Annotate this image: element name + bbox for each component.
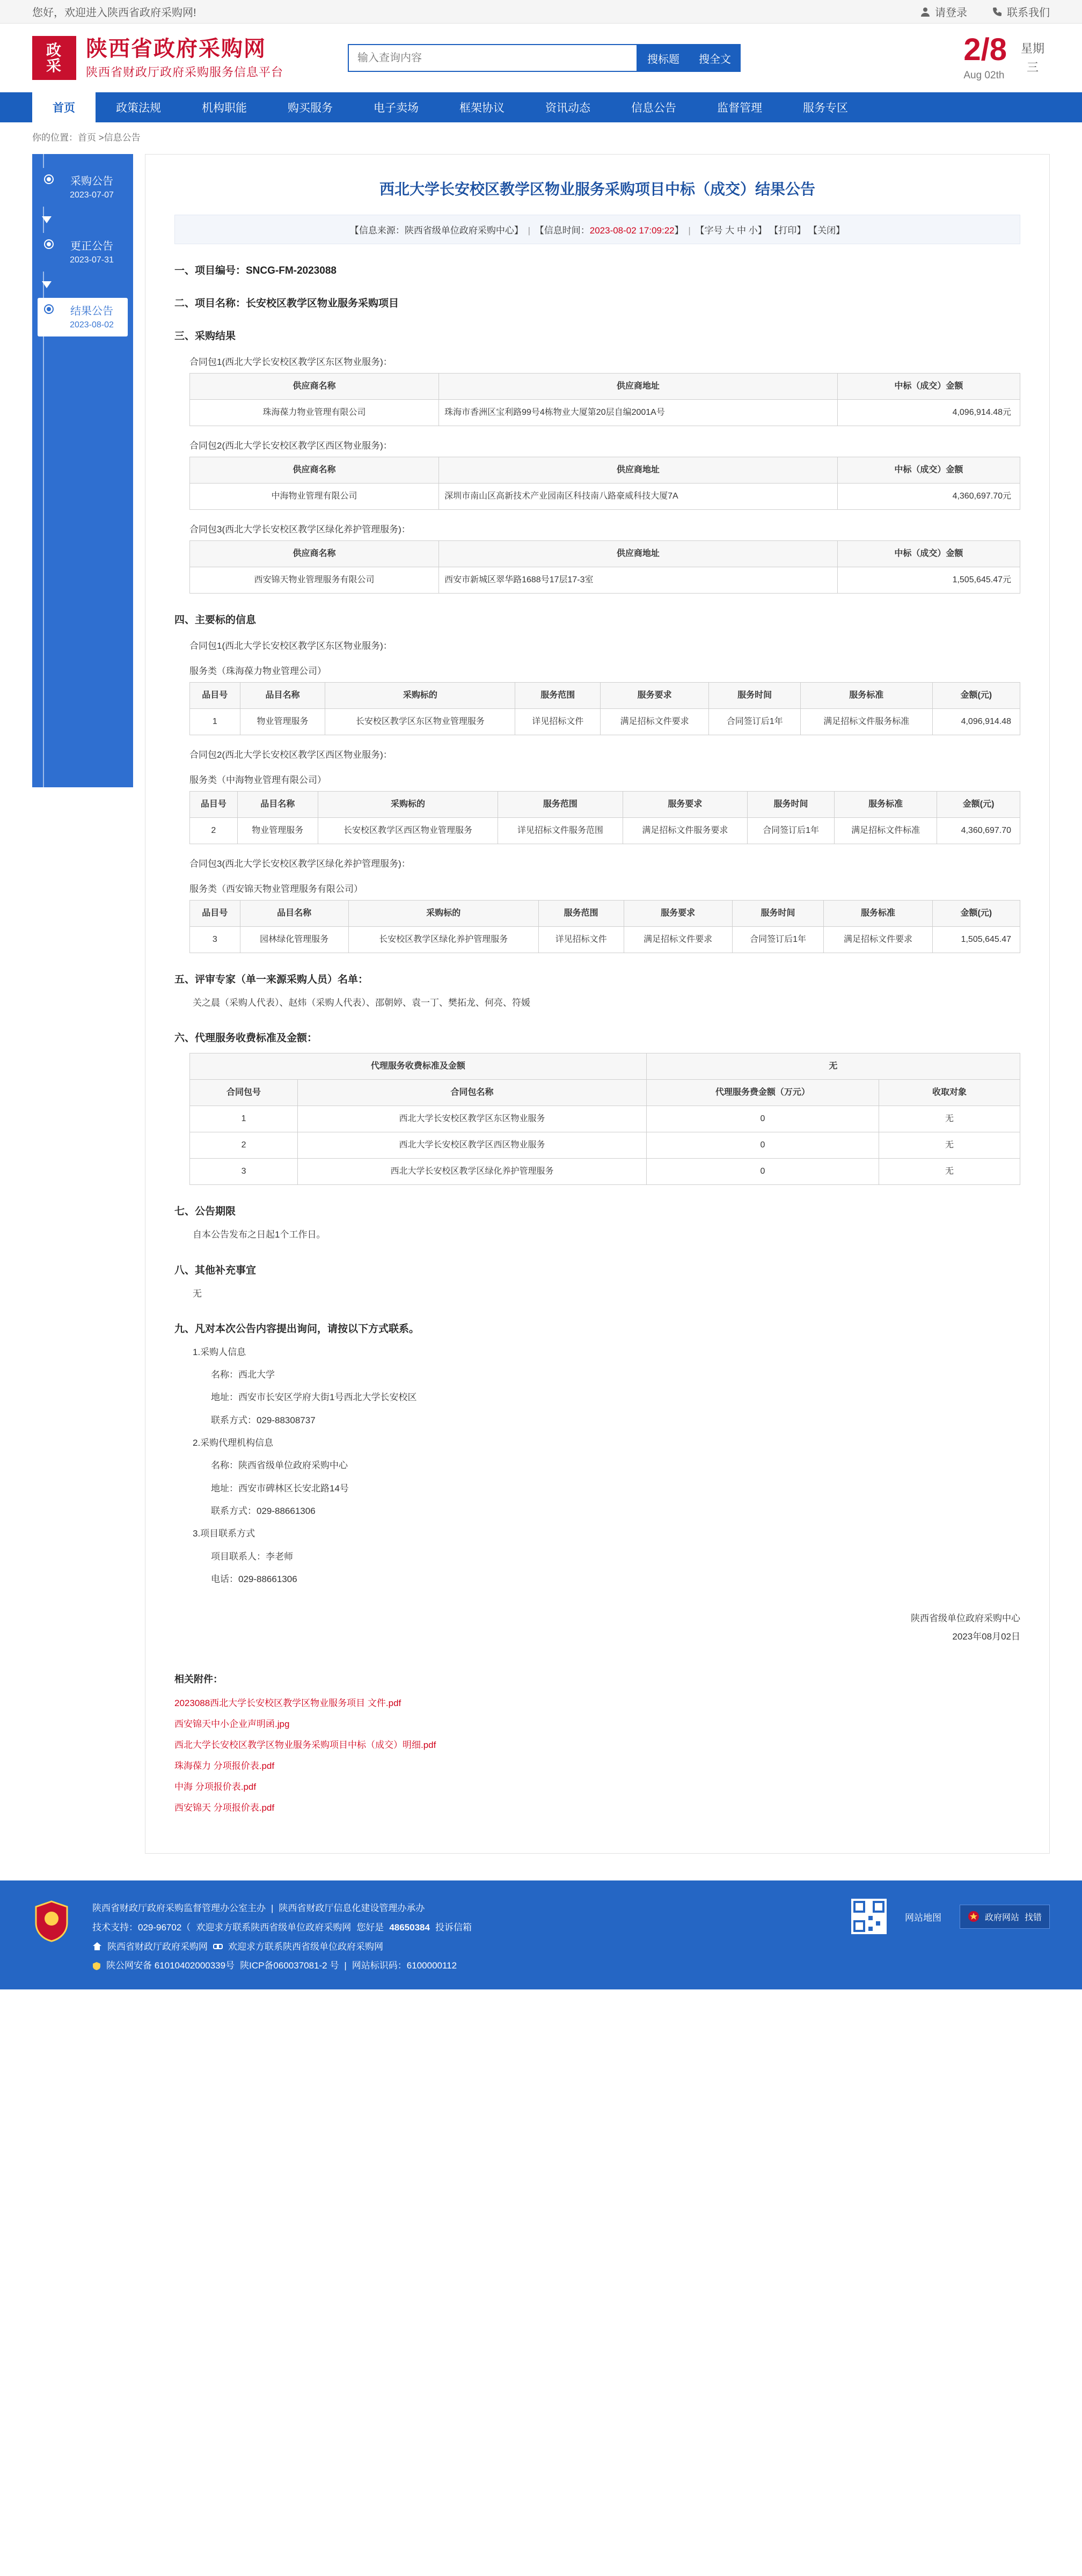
cell-package-name: 西北大学长安校区教学区东区物业服务: [298, 1106, 647, 1132]
other-matters-body: 无: [193, 1288, 202, 1299]
breadcrumb-label: 你的位置：: [32, 133, 78, 143]
site-footer: [0, 1880, 1082, 1989]
cell-supplier-address: 深圳市南山区高新技术产业园南区科技南八路豪威科技大厦7A: [439, 484, 838, 510]
cell-package-name: 西北大学长安校区教学区绿化养护管理服务: [298, 1159, 647, 1185]
date-month: Aug 02th: [963, 70, 1005, 81]
col-package-name: 合同包名称: [298, 1080, 647, 1106]
close-link[interactable]: 【关闭】: [808, 225, 845, 236]
site-header: [0, 24, 1082, 92]
col-supplier-name: 供应商名称: [190, 457, 439, 484]
logo-badge-icon: [32, 36, 76, 80]
nav-item-purchase-service[interactable]: 购买服务: [288, 102, 333, 114]
attachment-link[interactable]: 西安锦天中小企业声明函.jpg: [174, 1719, 290, 1730]
section-announcement-period: 七、公告期限: [174, 1206, 236, 1218]
weekday-label: 星期: [1020, 41, 1044, 55]
footer-friend-link[interactable]: 欢迎求方联系陕西省级单位政府采购网: [228, 1941, 383, 1952]
nav-item-home[interactable]: 首页: [32, 92, 96, 122]
nav-item-service-zone[interactable]: 服务专区: [803, 102, 848, 114]
col-subject: 采购标的: [325, 683, 515, 709]
print-link[interactable]: 【打印】: [769, 225, 806, 236]
col-amount: 金额(元): [932, 683, 1020, 709]
cell-duration: 合同签订后1年: [732, 927, 824, 953]
cell-subject: 长安校区教学区东区物业管理服务: [325, 709, 515, 735]
col-scope: 服务范围: [515, 683, 601, 709]
step-date: 2023-08-02: [70, 320, 114, 330]
sidebar-step-result-notice[interactable]: [38, 298, 128, 336]
footer-icp[interactable]: 陕ICP备060037081-2 号: [240, 1960, 339, 1971]
table-row: [190, 927, 1020, 953]
table-header-row: [190, 374, 1020, 400]
table-row: [190, 1159, 1020, 1185]
step-date: 2023-07-31: [70, 255, 114, 265]
result-package-caption: 合同包2(西北大学长安校区教学区西区物业服务)：: [189, 441, 392, 451]
col-subject: 采购标的: [318, 792, 498, 818]
cell-item-name: 物业管理服务: [240, 709, 325, 735]
footer-support-hint: 您好是: [356, 1922, 384, 1933]
table-row: [190, 1106, 1020, 1132]
col-supplier-address: 供应商地址: [439, 457, 838, 484]
site-map-link[interactable]: 网站地图: [904, 1912, 941, 1923]
result-table-package-3: [189, 540, 1020, 594]
cell-fee-amount: 0: [646, 1132, 879, 1159]
search-title-button[interactable]: 搜标题: [638, 44, 689, 72]
footer-line-1: 陕西省财政厅政府采购监督管理办公室主办 | 陕西省财政厅信息化建设管理办承办: [92, 1899, 472, 1918]
cell-supplier-name: 中海物业管理有限公司: [190, 484, 439, 510]
contact-group-head: 3.项目联系方式: [193, 1528, 255, 1539]
site-logo[interactable]: [32, 36, 283, 80]
detail-package-subcaption: 服务类（西安锦天物业管理服务有限公司）: [189, 884, 363, 894]
contact-line: 联系方式：029-88308737: [211, 1415, 316, 1425]
home-icon: [92, 1942, 102, 1951]
contact-line: 项目联系人：李老师: [211, 1551, 293, 1562]
col-award-amount: 中标（成交）金额: [837, 541, 1020, 567]
col-item-name: 品目名称: [240, 901, 348, 927]
police-badge-icon: [32, 1899, 71, 1944]
step-title: 采购公告: [70, 175, 113, 187]
step-title: 结果公告: [70, 305, 113, 317]
section-contact: 九、凡对本次公告内容提出询问，请按以下方式联系。: [174, 1323, 420, 1335]
cell-award-amount: 4,360,697.70元: [837, 484, 1020, 510]
announcement-period-body: 自本公告发布之日起1个工作日。: [193, 1230, 326, 1240]
cell-requirement: 满足招标文件要求: [601, 709, 709, 735]
meta-source-label: 【信息来源：: [349, 225, 405, 236]
step-card: [38, 298, 128, 336]
search-fulltext-button[interactable]: 搜全文: [689, 44, 741, 72]
table-row: [190, 484, 1020, 510]
table-header-row: [190, 1053, 1020, 1080]
col-item-no: 品目号: [190, 901, 240, 927]
col-scope: 服务范围: [538, 901, 624, 927]
contact-group-head: 2.采购代理机构信息: [193, 1438, 274, 1448]
detail-package-subcaption: 服务类（中海物业管理有限公司）: [189, 775, 326, 785]
step-date: 2023-07-07: [70, 191, 114, 200]
footer-right: [851, 1899, 1050, 1934]
nav-item-supervision[interactable]: 监督管理: [717, 102, 762, 114]
welcome-text: 您好，欢迎进入陕西省政府采购网!: [32, 7, 196, 19]
result-package-caption: 合同包1(西北大学长安校区教学区东区物业服务)：: [189, 357, 392, 367]
col-fee-payer: 收取对象: [879, 1080, 1020, 1106]
logo-title: 陕西省政府采购网: [86, 36, 266, 61]
cell-fee-amount: 0: [646, 1159, 879, 1185]
link-icon: [213, 1942, 223, 1951]
agency-fee-table: [189, 1053, 1020, 1185]
step-title: 更正公告: [70, 240, 113, 252]
detail-package-caption: 合同包1(西北大学长安校区教学区东区物业服务)：: [189, 641, 392, 651]
col-amount: 金额(元): [932, 901, 1020, 927]
weekday: [1021, 39, 1044, 77]
contact-line: 电话：029-88661306: [211, 1574, 297, 1584]
cell-fee-payer: 无: [879, 1159, 1020, 1185]
col-supplier-name: 供应商名称: [190, 541, 439, 567]
gov-badge-label-1: 政府网站: [984, 1913, 1019, 1922]
meta-time: 2023-08-02 17:09:22: [589, 225, 675, 236]
attachment-link[interactable]: 中海 分项报价表.pdf: [174, 1782, 257, 1792]
cell-item-no: 3: [190, 927, 240, 953]
cell-package-no: 3: [190, 1159, 298, 1185]
step-dot-icon: [45, 305, 53, 313]
weekday-value: 三: [1026, 61, 1039, 74]
cell-fee-payer: 无: [879, 1132, 1020, 1159]
col-fee-amount: 代理服务费金额（万元）: [646, 1080, 879, 1106]
cell-scope: 详见招标文件: [515, 709, 601, 735]
col-award-amount: 中标（成交）金额: [837, 457, 1020, 484]
footer-support-mailbox: 投诉信箱: [435, 1922, 472, 1933]
col-standard: 服务标准: [834, 792, 937, 818]
cell-supplier-name: 珠海葆力物业管理有限公司: [190, 400, 439, 426]
footer-site-id: 网站标识码：6100000112: [352, 1960, 457, 1971]
col-duration: 服务时间: [709, 683, 801, 709]
document-meta-bar: 【信息来源：陕西省级单位政府采购中心】 | 【信息时间：2023-08-02 17:09:22】 | 【字号 大 中 小】 【打印】 【关闭】: [174, 215, 1020, 244]
col-amount: 金额(元): [937, 792, 1020, 818]
logo-text: [86, 36, 283, 80]
table-row: [190, 400, 1020, 426]
contact-link[interactable]: [992, 4, 1050, 19]
review-experts-list: 关之晨（采购人代表）、赵炜（采购人代表）、邵朝婷、袁一丁、樊拓龙、何亮、符媛: [193, 998, 530, 1008]
col-item-name: 品目名称: [237, 792, 318, 818]
user-icon: [920, 6, 931, 17]
footer-support-note: 欢迎求方联系陕西省级单位政府采购网: [196, 1922, 352, 1933]
col-supplier-name: 供应商名称: [190, 374, 439, 400]
date-block: [963, 34, 1050, 82]
section-other-matters: 八、其他补充事宜: [174, 1264, 257, 1276]
contact-line: 名称：西北大学: [211, 1370, 275, 1380]
phone-icon: [992, 6, 1003, 17]
cell-subject: 长安校区教学区绿化养护管理服务: [348, 927, 538, 953]
main-nav: [0, 92, 1082, 122]
col-duration: 服务时间: [732, 901, 824, 927]
signature-date: 2023年08月02日: [952, 1631, 1020, 1642]
section-project-name: 二、项目名称：长安校区教学区物业服务采购项目: [174, 298, 399, 309]
table-header-row: [190, 683, 1020, 709]
cell-amount: 4,096,914.48: [932, 709, 1020, 735]
step-card: [38, 168, 128, 207]
detail-package-subcaption: 服务类（珠海葆力物业管理公司）: [189, 666, 326, 676]
breadcrumb: 你的位置：首页 >信息公告: [0, 122, 1082, 151]
sidebar-step-correction-notice[interactable]: [38, 233, 128, 272]
section-review-experts: 五、评审专家（单一来源采购人员）名单：: [174, 974, 369, 985]
footer-line-4: 陕公网安备 61010402000339号 陕ICP备060037081-2 号 | 网站标识码：6100000112: [92, 1956, 472, 1975]
cell-award-amount: 4,096,914.48元: [837, 400, 1020, 426]
col-package-no: 合同包号: [190, 1080, 298, 1106]
cell-duration: 合同签订后1年: [748, 818, 835, 844]
nav-item-emarket[interactable]: 电子卖场: [374, 102, 419, 114]
nav-item-functions[interactable]: 机构职能: [202, 102, 247, 114]
search-box[interactable]: [348, 44, 638, 72]
top-utility-bar: [0, 0, 1082, 24]
section-main-subject-info: 四、主要标的信息: [174, 614, 257, 626]
contact-line: 名称：陕西省级单位政府采购中心: [211, 1460, 348, 1471]
document-content: [145, 154, 1050, 1854]
progress-sidebar: [32, 154, 133, 787]
cell-item-name: 物业管理服务: [237, 818, 318, 844]
col-item-name: 品目名称: [240, 683, 325, 709]
footer-gov-link[interactable]: 陕西省财政厅政府采购网: [107, 1941, 208, 1952]
section-procurement-result: 三、采购结果: [174, 331, 236, 342]
col-standard: 服务标准: [801, 683, 933, 709]
cell-standard: 满足招标文件服务标准: [801, 709, 933, 735]
table-header-row: [190, 901, 1020, 927]
attachment-link[interactable]: 西安锦天 分项报价表.pdf: [174, 1803, 275, 1813]
shield-icon: [92, 1962, 101, 1970]
cell-award-amount: 1,505,645.47元: [837, 567, 1020, 594]
col-item-no: 品目号: [190, 792, 238, 818]
col-fee-group-value: 无: [646, 1053, 1020, 1080]
login-label: 请登录: [935, 7, 967, 19]
cell-amount: 4,360,697.70: [937, 818, 1020, 844]
qr-code-icon: [851, 1899, 887, 1934]
contact-group-head: 1.采购人信息: [193, 1346, 246, 1357]
footer-support-number: 48650384: [389, 1922, 430, 1933]
cell-supplier-address: 珠海市香洲区宝利路99号4栋物业大厦第20层自编2001A号: [439, 400, 838, 426]
attachments-list: [174, 1695, 1020, 1813]
col-standard: 服务标准: [824, 901, 932, 927]
cell-scope: 详见招标文件: [538, 927, 624, 953]
cell-fee-amount: 0: [646, 1106, 879, 1132]
top-links: [920, 4, 1050, 19]
cell-subject: 长安校区教学区西区物业管理服务: [318, 818, 498, 844]
cell-package-no: 2: [190, 1132, 298, 1159]
nav-item-announcements[interactable]: 信息公告: [631, 102, 676, 114]
cell-standard: 满足招标文件标准: [834, 818, 937, 844]
attachments-title: 相关附件：: [174, 1674, 223, 1685]
attachment-link[interactable]: 珠海葆力 分项报价表.pdf: [174, 1761, 275, 1772]
gov-website-badge[interactable]: [960, 1905, 1050, 1929]
cell-standard: 满足招标文件要求: [824, 927, 932, 953]
col-duration: 服务时间: [748, 792, 835, 818]
body-wrap: [0, 151, 1082, 1875]
step-arrow-icon: [42, 216, 52, 223]
table-header-row: [190, 792, 1020, 818]
footer-police-record[interactable]: 陕公网安备 61010402000339号: [106, 1960, 235, 1971]
footer-support: 技术支持：029-96702（: [92, 1922, 191, 1933]
detail-table-package-2: [189, 791, 1020, 844]
cell-supplier-address: 西安市新城区翠华路1688号17层17-3室: [439, 567, 838, 594]
footer-inner: [32, 1899, 1050, 1975]
cell-fee-payer: 无: [879, 1106, 1020, 1132]
cell-item-no: 1: [190, 709, 240, 735]
table-row: [190, 709, 1020, 735]
footer-text: [92, 1899, 472, 1975]
signature-block: [174, 1609, 1020, 1646]
logo-subtitle: 陕西省财政厅政府采购服务信息平台: [86, 65, 284, 79]
cell-package-name: 西北大学长安校区教学区西区物业服务: [298, 1132, 647, 1159]
col-supplier-address: 供应商地址: [439, 541, 838, 567]
nav-item-news[interactable]: 资讯动态: [545, 102, 590, 114]
gov-emblem-icon: [968, 1911, 979, 1922]
cell-scope: 详见招标文件服务范围: [498, 818, 623, 844]
detail-table-package-1: [189, 682, 1020, 735]
col-award-amount: 中标（成交）金额: [837, 374, 1020, 400]
progress-steps: [32, 168, 133, 336]
footer-sponsor: 陕西省财政厅政府采购监督管理办公室主办: [92, 1903, 266, 1914]
attachment-link[interactable]: 2023088西北大学长安校区教学区物业服务项目 文件.pdf: [174, 1698, 401, 1709]
cell-duration: 合同签订后1年: [709, 709, 801, 735]
result-package-caption: 合同包3(西北大学长安校区教学区绿化养护管理服务)：: [189, 524, 411, 535]
nav-item-policy[interactable]: 政策法规: [116, 102, 161, 114]
table-header-row: [190, 457, 1020, 484]
date-number: 2/8: [963, 32, 1007, 67]
logo-char-2: 采: [46, 57, 62, 75]
col-requirement: 服务要求: [624, 901, 732, 927]
contact-line: 联系方式：029-88661306: [211, 1505, 316, 1516]
col-item-no: 品目号: [190, 683, 240, 709]
nav-item-framework[interactable]: 框架协议: [459, 102, 505, 114]
table-header-row: [190, 1080, 1020, 1106]
contact-label: 联系我们: [1007, 7, 1050, 19]
contact-line: 地址：西安市长安区学府大街1号西北大学长安校区: [211, 1392, 417, 1403]
meta-fontsize[interactable]: 【字号 大 中 小】: [695, 225, 767, 236]
cell-requirement: 满足招标文件服务要求: [623, 818, 748, 844]
breadcrumb-current: 信息公告: [104, 133, 141, 143]
cell-requirement: 满足招标文件要求: [624, 927, 732, 953]
signature-org: 陕西省级单位政府采购中心: [911, 1613, 1020, 1624]
table-row: [190, 818, 1020, 844]
col-requirement: 服务要求: [623, 792, 748, 818]
logo-char-1: 政: [46, 41, 62, 59]
detail-package-caption: 合同包3(西北大学长安校区教学区绿化养护管理服务)：: [189, 859, 411, 869]
step-dot-icon: [45, 240, 53, 248]
table-row: [190, 1132, 1020, 1159]
sidebar-step-purchase-notice[interactable]: [38, 168, 128, 207]
gov-badge-label-2: 找错: [1024, 1913, 1042, 1922]
section-project-number: 一、项目编号：SNCG-FM-2023088: [174, 265, 337, 276]
footer-line-2: [92, 1918, 472, 1937]
login-link[interactable]: [920, 4, 967, 19]
cell-amount: 1,505,645.47: [932, 927, 1020, 953]
contact-line: 地址：西安市碑林区长安北路14号: [211, 1483, 349, 1494]
step-dot-icon: [45, 175, 53, 183]
result-table-package-1: [189, 373, 1020, 426]
section-agency-fee: 六、代理服务收费标准及金额：: [174, 1033, 318, 1044]
footer-line-3: [92, 1937, 472, 1957]
detail-table-package-3: [189, 900, 1020, 953]
col-scope: 服务范围: [498, 792, 623, 818]
result-table-package-2: [189, 457, 1020, 510]
search-area: [348, 44, 741, 72]
step-arrow-icon: [42, 281, 52, 288]
cell-package-no: 1: [190, 1106, 298, 1132]
col-fee-group: 代理服务收费标准及金额: [190, 1053, 647, 1080]
attachment-link[interactable]: 西北大学长安校区教学区物业服务采购项目中标（成交）明细.pdf: [174, 1740, 436, 1751]
step-card: [38, 233, 128, 272]
col-requirement: 服务要求: [601, 683, 709, 709]
detail-package-caption: 合同包2(西北大学长安校区教学区西区物业服务)：: [189, 750, 392, 760]
meta-time-label: 【信息时间：: [535, 225, 590, 236]
cell-supplier-name: 西安锦天物业管理服务有限公司: [190, 567, 439, 594]
col-supplier-address: 供应商地址: [439, 374, 838, 400]
meta-source: 陕西省级单位政府采购中心: [404, 225, 514, 236]
table-header-row: [190, 541, 1020, 567]
page-title: 西北大学长安校区教学区物业服务采购项目中标（成交）结果公告: [379, 181, 815, 197]
search-input[interactable]: [356, 52, 629, 65]
cell-item-no: 2: [190, 818, 238, 844]
cell-item-name: 园林绿化管理服务: [240, 927, 348, 953]
col-subject: 采购标的: [348, 901, 538, 927]
breadcrumb-home[interactable]: 首页: [78, 133, 96, 143]
footer-operator: 陕西省财政厅信息化建设管理办承办: [279, 1903, 425, 1914]
table-row: [190, 567, 1020, 594]
